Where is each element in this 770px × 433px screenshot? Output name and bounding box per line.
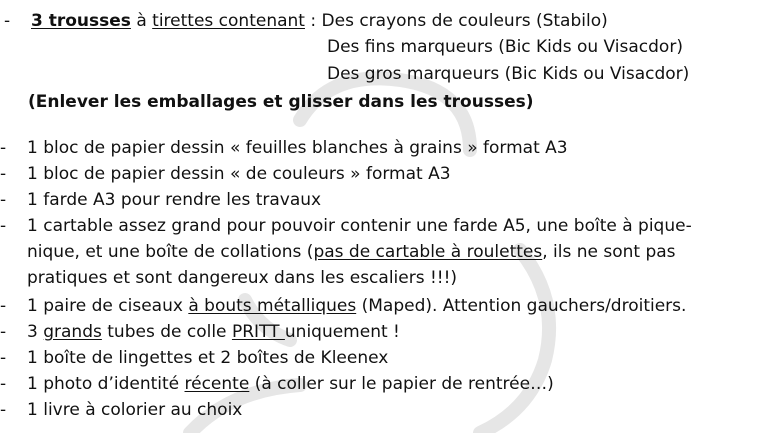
bullet-dash: - [0,322,7,342]
trousses-item-2: Des fins marqueurs (Bic Kids ou Visacdor) [327,37,683,57]
colle-grands: grands [43,322,102,342]
item-ciseaux [27,295,686,317]
trousses-item-1: Des crayons de couleurs (Stabilo) [321,11,608,31]
photo-recente: récente [184,374,250,394]
trousses-count: 3 trousses [31,11,131,31]
photo-end: (à coller sur le papier de rentrée…) [249,374,554,394]
colle-mid: tubes de colle [101,322,232,342]
bullet-dash: - [0,216,7,236]
trousses-note: (Enlever les emballages et glisser dans les trousses) [28,92,534,112]
bullet-dash: - [0,190,7,210]
ciseaux-end: (Maped). Attention gauchers/droitiers. [356,296,687,316]
bullet-dash: - [0,296,7,316]
bullet-dash: - [4,11,11,31]
item-cartable-line-3: pratiques et sont dangereux dans les escaliers !!!) [27,268,458,288]
bullet-dash: - [0,138,7,158]
colle-pritt: PRITT [231,322,285,342]
item-lingettes: 1 boîte de lingettes et 2 boîtes de Kleenex [27,348,389,368]
item-livre: 1 livre à colorier au choix [27,400,243,420]
cartable-text-end: , ils ne sont pas [542,242,676,262]
colle-start: 3 [27,322,44,342]
photo-start: 1 photo d’identité [27,374,185,394]
item-bloc-couleurs: 1 bloc de papier dessin « de couleurs » format A3 [27,164,451,184]
colle-end: uniquement ! [284,322,400,342]
bullet-dash: - [0,164,7,184]
item-cartable-line-2 [27,241,676,263]
bullet-dash: - [0,374,7,394]
cartable-no-wheels: pas de cartable à roulettes [313,242,543,262]
trousses-item-3: Des gros marqueurs (Bic Kids ou Visacdor) [327,64,690,84]
bullet-dash: - [0,400,7,420]
bullet-dash: - [0,348,7,368]
trousses-colon: : [304,11,322,31]
trousses-connector: à [130,11,153,31]
item-farde: 1 farde A3 pour rendre les travaux [27,190,322,210]
ciseaux-metal-tips: à bouts métalliques [188,296,357,316]
trousses-contenant: tirettes contenant [152,11,305,31]
ciseaux-start: 1 paire de ciseaux [27,296,189,316]
trousses-heading [31,10,608,32]
item-photo [27,373,554,395]
cartable-text-start: nique, et une boîte de collations ( [27,242,314,262]
item-bloc-blanc: 1 bloc de papier dessin « feuilles blanches à grains » format A3 [27,138,568,158]
item-colle [27,321,400,343]
item-cartable-line-1: 1 cartable assez grand pour pouvoir contenir une farde A5, une boîte à pique- [27,216,692,236]
